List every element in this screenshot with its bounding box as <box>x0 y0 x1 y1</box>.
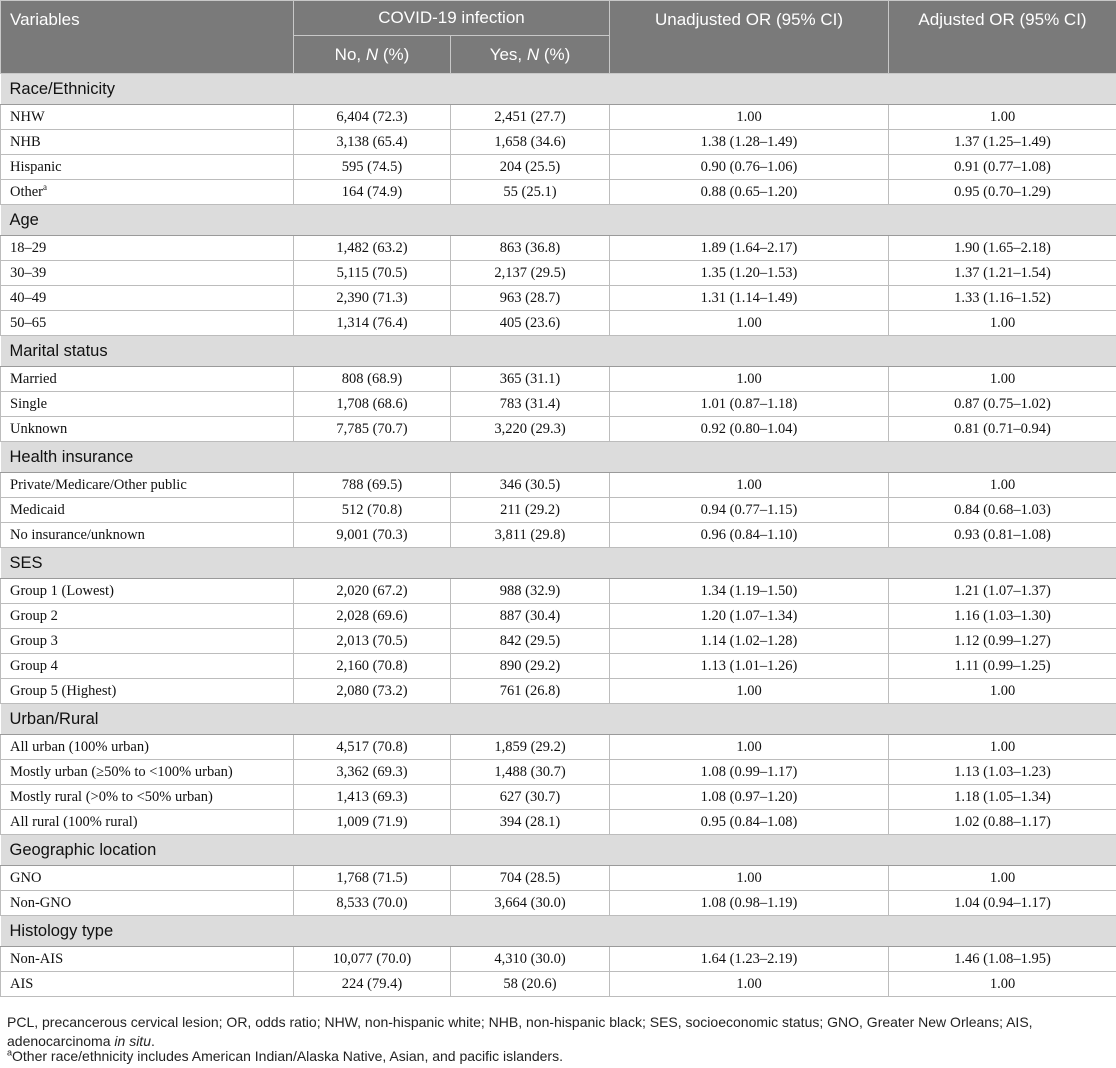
header-unadjusted-or: Unadjusted OR (95% CI) <box>610 1 889 74</box>
cell-adjusted-or: 1.00 <box>889 367 1116 392</box>
cell-unadjusted-or: 1.00 <box>610 311 889 336</box>
header-yes: Yes, N (%) <box>451 36 610 74</box>
table-row <box>1 523 1116 548</box>
cell-unadjusted-or: 0.88 (0.65–1.20) <box>610 180 889 205</box>
cell-no: 1,009 (71.9) <box>294 810 451 835</box>
cell-unadjusted-or: 1.00 <box>610 972 889 997</box>
row-label: 40–49 <box>1 286 294 311</box>
cell-no: 5,115 (70.5) <box>294 261 451 286</box>
table-row <box>1 417 1116 442</box>
table-row <box>1 286 1116 311</box>
table-body <box>1 74 1116 997</box>
row-label: All urban (100% urban) <box>1 735 294 760</box>
cell-no: 1,413 (69.3) <box>294 785 451 810</box>
table-row <box>1 180 1116 205</box>
cell-unadjusted-or: 1.89 (1.64–2.17) <box>610 236 889 261</box>
cell-unadjusted-or: 0.92 (0.80–1.04) <box>610 417 889 442</box>
cell-yes: 2,451 (27.7) <box>451 105 610 130</box>
table-row <box>1 498 1116 523</box>
cell-adjusted-or: 1.90 (1.65–2.18) <box>889 236 1116 261</box>
row-label: 50–65 <box>1 311 294 336</box>
table-row <box>1 891 1116 916</box>
row-label: Private/Medicare/Other public <box>1 473 294 498</box>
section-title: Race/Ethnicity <box>1 74 1116 105</box>
footnote-abbreviations: PCL, precancerous cervical lesion; OR, odds ratio; NHW, non-hispanic white; NHB, non-hispanic black; SES, socioeconomic status; GNO, Greater New Orleans; AIS, adenocarcinoma in situ. <box>7 1014 1033 1049</box>
cell-adjusted-or: 0.84 (0.68–1.03) <box>889 498 1116 523</box>
cell-adjusted-or: 1.11 (0.99–1.25) <box>889 654 1116 679</box>
cell-adjusted-or: 1.00 <box>889 679 1116 704</box>
row-label: Unknown <box>1 417 294 442</box>
section-title: Histology type <box>1 916 1116 947</box>
section-title: Urban/Rural <box>1 704 1116 735</box>
cell-yes: 2,137 (29.5) <box>451 261 610 286</box>
cell-no: 4,517 (70.8) <box>294 735 451 760</box>
cell-adjusted-or: 1.46 (1.08–1.95) <box>889 947 1116 972</box>
cell-unadjusted-or: 1.35 (1.20–1.53) <box>610 261 889 286</box>
cell-no: 3,138 (65.4) <box>294 130 451 155</box>
header-adjusted-or: Adjusted OR (95% CI) <box>889 1 1116 74</box>
cell-adjusted-or: 0.93 (0.81–1.08) <box>889 523 1116 548</box>
section-row <box>1 704 1116 735</box>
row-label: Married <box>1 367 294 392</box>
row-label: 18–29 <box>1 236 294 261</box>
cell-unadjusted-or: 1.13 (1.01–1.26) <box>610 654 889 679</box>
cell-no: 1,482 (63.2) <box>294 236 451 261</box>
cell-unadjusted-or: 0.94 (0.77–1.15) <box>610 498 889 523</box>
cell-unadjusted-or: 1.08 (0.97–1.20) <box>610 785 889 810</box>
cell-adjusted-or: 1.02 (0.88–1.17) <box>889 810 1116 835</box>
table-row <box>1 367 1116 392</box>
cell-no: 1,708 (68.6) <box>294 392 451 417</box>
row-label: Non-GNO <box>1 891 294 916</box>
cell-adjusted-or: 1.00 <box>889 972 1116 997</box>
cell-unadjusted-or: 1.38 (1.28–1.49) <box>610 130 889 155</box>
section-row <box>1 548 1116 579</box>
cell-adjusted-or: 1.04 (0.94–1.17) <box>889 891 1116 916</box>
section-title: Marital status <box>1 336 1116 367</box>
row-label: AIS <box>1 972 294 997</box>
cell-yes: 3,811 (29.8) <box>451 523 610 548</box>
cell-no: 1,314 (76.4) <box>294 311 451 336</box>
cell-no: 9,001 (70.3) <box>294 523 451 548</box>
cell-yes: 988 (32.9) <box>451 579 610 604</box>
table-header <box>1 1 1116 74</box>
cell-adjusted-or: 1.37 (1.25–1.49) <box>889 130 1116 155</box>
row-label: Mostly urban (≥50% to <100% urban) <box>1 760 294 785</box>
cell-adjusted-or: 1.00 <box>889 473 1116 498</box>
table-row <box>1 311 1116 336</box>
table-row <box>1 735 1116 760</box>
row-label: Group 1 (Lowest) <box>1 579 294 604</box>
cell-adjusted-or: 1.00 <box>889 311 1116 336</box>
cell-adjusted-or: 1.33 (1.16–1.52) <box>889 286 1116 311</box>
cell-yes: 783 (31.4) <box>451 392 610 417</box>
cell-unadjusted-or: 1.64 (1.23–2.19) <box>610 947 889 972</box>
table-row <box>1 810 1116 835</box>
cell-no: 8,533 (70.0) <box>294 891 451 916</box>
section-row <box>1 74 1116 105</box>
cell-no: 2,390 (71.3) <box>294 286 451 311</box>
row-label: Hispanic <box>1 155 294 180</box>
cell-no: 2,080 (73.2) <box>294 679 451 704</box>
header-covid-infection: COVID-19 infection <box>294 1 610 36</box>
table-row <box>1 130 1116 155</box>
cell-no: 2,160 (70.8) <box>294 654 451 679</box>
table-row <box>1 866 1116 891</box>
table-row <box>1 629 1116 654</box>
section-row <box>1 336 1116 367</box>
row-label: 30–39 <box>1 261 294 286</box>
row-label: Other$^a$ <box>1 180 294 205</box>
table-row <box>1 947 1116 972</box>
cell-adjusted-or: 1.16 (1.03–1.30) <box>889 604 1116 629</box>
cell-yes: 1,488 (30.7) <box>451 760 610 785</box>
cell-adjusted-or: 0.91 (0.77–1.08) <box>889 155 1116 180</box>
table-row <box>1 604 1116 629</box>
row-label: Group 2 <box>1 604 294 629</box>
cell-adjusted-or: 0.87 (0.75–1.02) <box>889 392 1116 417</box>
section-row <box>1 442 1116 473</box>
cell-adjusted-or: 0.95 (0.70–1.29) <box>889 180 1116 205</box>
cell-unadjusted-or: 1.00 <box>610 679 889 704</box>
row-label: Medicaid <box>1 498 294 523</box>
cell-adjusted-or: 1.00 <box>889 866 1116 891</box>
row-label: Mostly rural (>0% to <50% urban) <box>1 785 294 810</box>
cell-yes: 55 (25.1) <box>451 180 610 205</box>
row-label: NHW <box>1 105 294 130</box>
table-row <box>1 105 1116 130</box>
header-variables: Variables <box>1 1 294 74</box>
cell-adjusted-or: 1.12 (0.99–1.27) <box>889 629 1116 654</box>
section-title: Health insurance <box>1 442 1116 473</box>
table-row <box>1 261 1116 286</box>
cell-yes: 3,220 (29.3) <box>451 417 610 442</box>
table-row <box>1 679 1116 704</box>
cell-unadjusted-or: 1.00 <box>610 473 889 498</box>
cell-unadjusted-or: 1.00 <box>610 105 889 130</box>
section-row <box>1 835 1116 866</box>
cell-no: 10,077 (70.0) <box>294 947 451 972</box>
cell-adjusted-or: 1.00 <box>889 735 1116 760</box>
cell-unadjusted-or: 1.20 (1.07–1.34) <box>610 604 889 629</box>
cell-yes: 346 (30.5) <box>451 473 610 498</box>
table-row <box>1 654 1116 679</box>
row-label: No insurance/unknown <box>1 523 294 548</box>
cell-unadjusted-or: 0.96 (0.84–1.10) <box>610 523 889 548</box>
cell-unadjusted-or: 1.00 <box>610 367 889 392</box>
cell-no: 512 (70.8) <box>294 498 451 523</box>
cell-no: 164 (74.9) <box>294 180 451 205</box>
section-title: Geographic location <box>1 835 1116 866</box>
cell-yes: 761 (26.8) <box>451 679 610 704</box>
cell-unadjusted-or: 1.00 <box>610 866 889 891</box>
cell-unadjusted-or: 1.01 (0.87–1.18) <box>610 392 889 417</box>
cell-yes: 1,859 (29.2) <box>451 735 610 760</box>
cell-yes: 963 (28.7) <box>451 286 610 311</box>
cell-no: 2,013 (70.5) <box>294 629 451 654</box>
row-label: GNO <box>1 866 294 891</box>
cell-unadjusted-or: 1.00 <box>610 735 889 760</box>
cell-yes: 863 (36.8) <box>451 236 610 261</box>
row-label: Non-AIS <box>1 947 294 972</box>
cell-unadjusted-or: 0.90 (0.76–1.06) <box>610 155 889 180</box>
cell-no: 3,362 (69.3) <box>294 760 451 785</box>
cell-no: 2,028 (69.6) <box>294 604 451 629</box>
table-row <box>1 155 1116 180</box>
cell-no: 595 (74.5) <box>294 155 451 180</box>
cell-unadjusted-or: 1.34 (1.19–1.50) <box>610 579 889 604</box>
cell-yes: 1,658 (34.6) <box>451 130 610 155</box>
footnote-a: $^a$Other race/ethnicity includes American Indian/Alaska Native, Asian, and pacific islanders. <box>7 1047 563 1064</box>
table-row <box>1 473 1116 498</box>
cell-unadjusted-or: 1.08 (0.98–1.19) <box>610 891 889 916</box>
cell-yes: 704 (28.5) <box>451 866 610 891</box>
cell-adjusted-or: 0.81 (0.71–0.94) <box>889 417 1116 442</box>
table-row <box>1 760 1116 785</box>
table-row <box>1 236 1116 261</box>
cell-yes: 365 (31.1) <box>451 367 610 392</box>
row-label: Group 4 <box>1 654 294 679</box>
cell-adjusted-or: 1.18 (1.05–1.34) <box>889 785 1116 810</box>
cell-unadjusted-or: 1.14 (1.02–1.28) <box>610 629 889 654</box>
cell-adjusted-or: 1.13 (1.03–1.23) <box>889 760 1116 785</box>
cell-no: 808 (68.9) <box>294 367 451 392</box>
table-row <box>1 972 1116 997</box>
section-row <box>1 916 1116 947</box>
row-label: Group 5 (Highest) <box>1 679 294 704</box>
table-row <box>1 392 1116 417</box>
cell-yes: 887 (30.4) <box>451 604 610 629</box>
cell-yes: 627 (30.7) <box>451 785 610 810</box>
cell-yes: 890 (29.2) <box>451 654 610 679</box>
section-row <box>1 205 1116 236</box>
row-label: NHB <box>1 130 294 155</box>
section-title: SES <box>1 548 1116 579</box>
row-label: Group 3 <box>1 629 294 654</box>
cell-unadjusted-or: 1.31 (1.14–1.49) <box>610 286 889 311</box>
cell-no: 7,785 (70.7) <box>294 417 451 442</box>
section-title: Age <box>1 205 1116 236</box>
row-label: All rural (100% rural) <box>1 810 294 835</box>
cell-yes: 394 (28.1) <box>451 810 610 835</box>
cell-unadjusted-or: 0.95 (0.84–1.08) <box>610 810 889 835</box>
cell-yes: 842 (29.5) <box>451 629 610 654</box>
table-row <box>1 785 1116 810</box>
cell-adjusted-or: 1.37 (1.21–1.54) <box>889 261 1116 286</box>
cell-no: 6,404 (72.3) <box>294 105 451 130</box>
cell-no: 224 (79.4) <box>294 972 451 997</box>
cell-yes: 405 (23.6) <box>451 311 610 336</box>
cell-yes: 211 (29.2) <box>451 498 610 523</box>
cell-yes: 58 (20.6) <box>451 972 610 997</box>
cell-no: 1,768 (71.5) <box>294 866 451 891</box>
cell-yes: 204 (25.5) <box>451 155 610 180</box>
cell-yes: 3,664 (30.0) <box>451 891 610 916</box>
table-row <box>1 579 1116 604</box>
cell-yes: 4,310 (30.0) <box>451 947 610 972</box>
cell-adjusted-or: 1.00 <box>889 105 1116 130</box>
cell-unadjusted-or: 1.08 (0.99–1.17) <box>610 760 889 785</box>
row-label: Single <box>1 392 294 417</box>
header-no: No, N (%) <box>294 36 451 74</box>
cell-no: 788 (69.5) <box>294 473 451 498</box>
cell-adjusted-or: 1.21 (1.07–1.37) <box>889 579 1116 604</box>
cell-no: 2,020 (67.2) <box>294 579 451 604</box>
